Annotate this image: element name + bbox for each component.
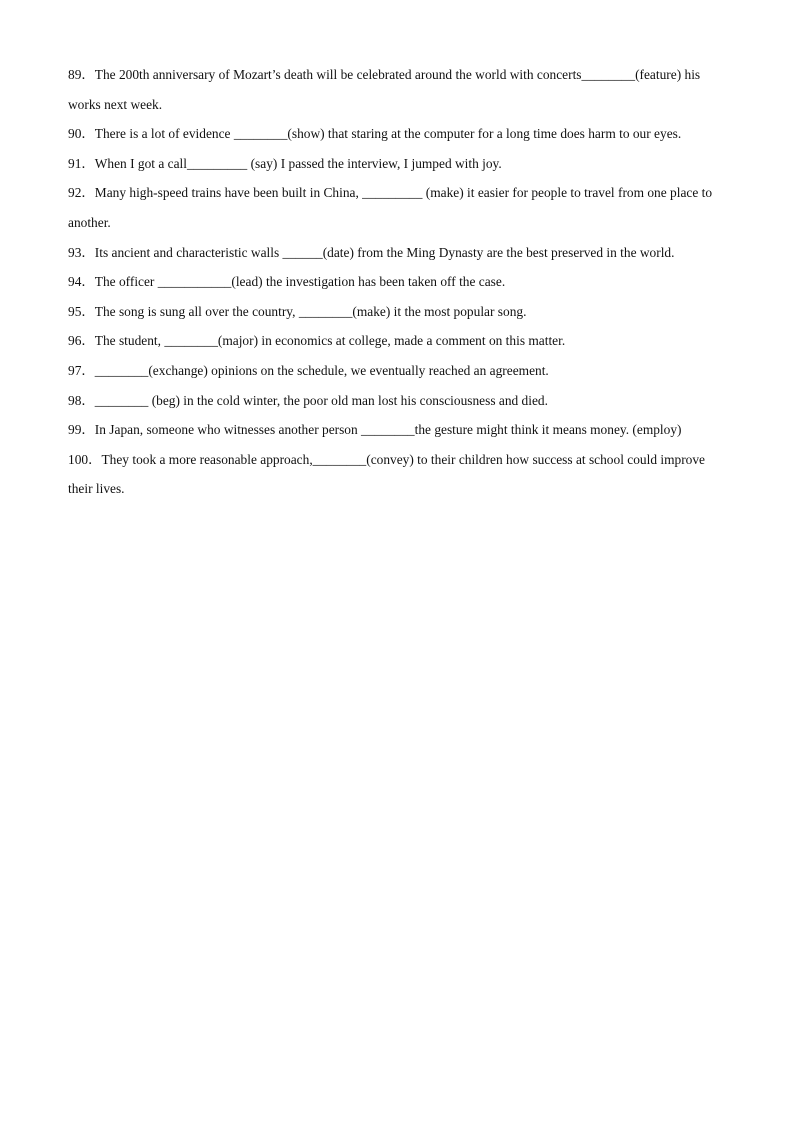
question-text: ________(exchange) opinions on the schedule, we eventually reached an agreement. bbox=[94, 362, 549, 378]
question-list bbox=[68, 60, 728, 504]
question-number: 96． bbox=[68, 333, 95, 349]
question-text: The 200th anniversary of Mozart’s death will be celebrated around the world with concerts________(feature) his works next week. bbox=[68, 67, 701, 112]
question-text: When I got a call_________ (say) I passed the interview, I jumped with joy. bbox=[94, 155, 502, 171]
question-item bbox=[68, 178, 728, 237]
question-number: 98． bbox=[68, 392, 95, 408]
question-text: Its ancient and characteristic walls ______(date) from the Ming Dynasty are the best preserved in the world. bbox=[94, 244, 675, 260]
question-number: 90． bbox=[68, 126, 95, 142]
question-number: 93． bbox=[68, 244, 95, 260]
question-text: The song is sung all over the country, ________(make) it the most popular song. bbox=[94, 303, 527, 319]
question-text: They took a more reasonable approach,________(convey) to their children how success at school could improve their lives. bbox=[68, 451, 705, 497]
question-text: The officer ___________(lead) the investigation has been taken off the case. bbox=[94, 274, 506, 290]
question-number: 95． bbox=[68, 303, 95, 319]
question-item bbox=[68, 356, 728, 386]
question-number: 99． bbox=[68, 422, 95, 438]
question-text: Many high-speed trains have been built in China, _________ (make) it easier for people to travel from one place to another. bbox=[68, 185, 713, 230]
question-item bbox=[68, 445, 728, 504]
question-item bbox=[68, 386, 728, 416]
question-item bbox=[68, 149, 728, 179]
question-text: ________ (beg) in the cold winter, the poor old man lost his consciousness and died. bbox=[94, 392, 548, 408]
question-item bbox=[68, 238, 728, 268]
question-item bbox=[68, 267, 728, 297]
question-text: In Japan, someone who witnesses another person ________the gesture might think it means money. (employ) bbox=[94, 422, 682, 438]
question-item bbox=[68, 60, 728, 119]
question-number: 100． bbox=[68, 451, 102, 467]
question-item bbox=[68, 415, 728, 445]
question-item bbox=[68, 297, 728, 327]
question-number: 91． bbox=[68, 155, 95, 171]
question-number: 89． bbox=[68, 67, 95, 82]
question-text: The student, ________(major) in economics at college, made a comment on this matter. bbox=[94, 333, 566, 349]
question-text: There is a lot of evidence ________(show) that staring at the computer for a long time does harm to our eyes. bbox=[94, 126, 682, 142]
question-item bbox=[68, 326, 728, 356]
question-number: 97． bbox=[68, 362, 95, 378]
question-item bbox=[68, 119, 728, 149]
question-number: 94． bbox=[68, 274, 95, 290]
question-number: 92． bbox=[68, 185, 95, 201]
